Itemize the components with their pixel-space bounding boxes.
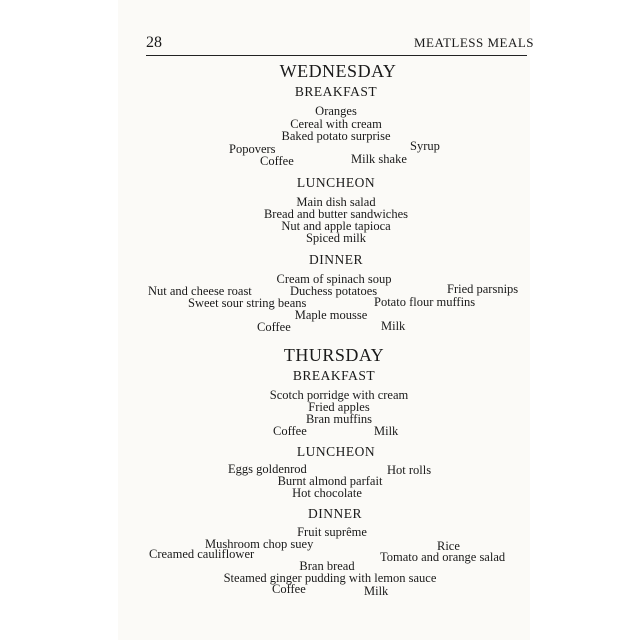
menu-item: Maple mousse bbox=[294, 308, 368, 322]
menu-item: Cream of spinach soup bbox=[276, 272, 392, 286]
day-heading-thursday: THURSDAY bbox=[283, 345, 385, 365]
header-rule bbox=[146, 55, 527, 56]
menu-item: Potato flour muffins bbox=[374, 295, 476, 309]
menu-item: Rice bbox=[437, 539, 460, 553]
menu-item: Tomato and orange salad bbox=[380, 550, 506, 564]
menu-item: Fruit suprême bbox=[297, 525, 367, 539]
menu-item: Coffee bbox=[273, 424, 307, 438]
menu-item: Nut and apple tapioca bbox=[281, 219, 391, 233]
menu-item: Coffee bbox=[257, 320, 291, 334]
meal-heading-breakfast: BREAKFAST bbox=[292, 368, 376, 383]
menu-item: Main dish salad bbox=[296, 195, 376, 209]
menu-item: Coffee bbox=[272, 582, 306, 596]
menu-item: Popovers bbox=[229, 142, 276, 156]
menu-item: Bran bread bbox=[299, 559, 355, 573]
menu-item: Bread and butter sandwiches bbox=[263, 207, 409, 221]
menu-item: Cereal with cream bbox=[290, 117, 382, 131]
menu-item: Duchess potatoes bbox=[290, 284, 378, 298]
menu-item: Coffee bbox=[260, 154, 294, 168]
menu-item: Spiced milk bbox=[305, 231, 367, 245]
menu-item: Syrup bbox=[410, 139, 440, 153]
meal-heading-dinner: DINNER bbox=[308, 506, 362, 521]
menu-item: Fried apples bbox=[308, 400, 370, 414]
menu-item: Baked potato surprise bbox=[281, 129, 391, 143]
menu-item: Milk shake bbox=[351, 152, 407, 166]
menu-item: Nut and cheese roast bbox=[148, 284, 252, 298]
menu-item: Sweet sour string beans bbox=[188, 296, 307, 310]
menu-item: Steamed ginger pudding with lemon sauce bbox=[223, 571, 437, 585]
day-heading-wednesday: WEDNESDAY bbox=[279, 61, 397, 81]
meal-heading-breakfast: BREAKFAST bbox=[294, 84, 378, 99]
menu-item: Scotch porridge with cream bbox=[269, 388, 409, 402]
meal-heading-dinner: DINNER bbox=[309, 252, 363, 267]
menu-item: Milk bbox=[381, 319, 406, 333]
menu-item: Milk bbox=[364, 584, 389, 598]
menu-item: Hot rolls bbox=[387, 463, 432, 477]
running-title: MEATLESS MEALS bbox=[414, 35, 535, 50]
menu-item: Mushroom chop suey bbox=[205, 537, 314, 551]
page-number: 28 bbox=[146, 34, 162, 51]
menu-item: Bran muffins bbox=[305, 412, 373, 426]
menu-item: Fried parsnips bbox=[447, 282, 519, 296]
menu-item: Hot chocolate bbox=[292, 486, 362, 500]
menu-item: Oranges bbox=[315, 104, 357, 118]
meal-heading-luncheon: LUNCHEON bbox=[296, 175, 376, 190]
menu-item: Burnt almond parfait bbox=[277, 474, 383, 488]
meal-heading-luncheon: LUNCHEON bbox=[296, 444, 376, 459]
menu-item: Creamed cauliflower bbox=[149, 547, 255, 561]
menu-item: Milk bbox=[374, 424, 399, 438]
menu-item: Eggs goldenrod bbox=[228, 462, 307, 476]
